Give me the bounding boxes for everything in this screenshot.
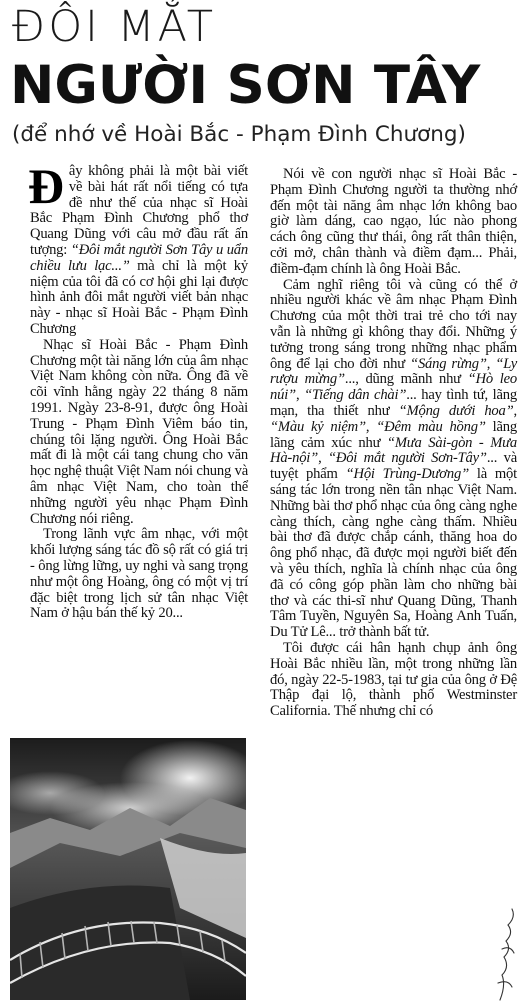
right-paragraph-2: Cảm nghĩ riêng tôi và cũng có thể ở nhiều người khác về âm nhạc Phạm Đình Chương của một thời trai trẻ cho tới nay vẫn là những gì không thay đổi. Những ý tưởng trong sáng trong những nhạc phẩm ông để lại cho đời như “Sáng rừng”, “Ly rượu mừng”..., dũng mãnh như “Hò leo núi”, “Tiếng dân chài”... hay tình tứ, lãng mạn, tha thiết như “Mộng dưới hoa”, “Màu kỷ niệm”, “Đêm màu hồng” lãng lãng cảm xúc như “Mưa Sài-gòn - Mưa Hà-nội”, “Đôi mắt người Sơn-Tây”... và tuyệt phẩm “Hội Trùng-Dương” là một sáng tác lớn trong nền tân nhạc Việt Nam. Những bài thơ phổ nhạc của ông càng nghe càng thích, càng nghe càng thấm. Nhiều bài thơ đã được chắp cánh, thăng hoa do ông phổ nhạc, đã được mọi người biết đến và yêu thích, nghĩa là chính nhạc của ông đã có công góp phần làm cho những bài thơ và các thi-sĩ như Quang Dũng, Thanh Tâm Tuyền, Nguyên Sa, Hoàng Anh Tuấn, Du Tử Lê... trở thành bất tử. [270, 276, 518, 641]
right-paragraph-3: Tôi được cái hân hạnh chụp ảnh ông Hoài Bắc nhiều lần, một trong những lần đó, ngày 22-5-1983, tại tư gia của ông ở Đệ Thập đại lộ, thành phố Westminster California. Thế nhưng chỉ có [270, 639, 517, 720]
article-subtitle: (để nhớ về Hoài Bắc - Phạm Đình Chương) [12, 122, 466, 147]
song-title: “Màu kỷ niệm” [270, 418, 366, 435]
left-paragraph-2: Nhạc sĩ Hoài Bắc - Phạm Đình Chương một tài năng lớn của âm nhạc Việt Nam không còn nữa. Ông đã về cõi vĩnh hằng ngày 22 tháng 8 năm 1991. Ngày 23-8-91, được ông Hoài Trung - Phạm Đình Viêm báo tin, chúng tôi lặng người. Ông Hoài Bắc mất đi là một cái tang chung cho văn học nghệ thuật Việt Nam nói chung và âm nhạc Việt Nam, cho toàn thể những người yêu nhạc Phạm Đình Chương nói riêng. [30, 336, 248, 527]
song-quote: “Đôi mắt người Sơn Tây u uẩn chiều lưu lạc...” [30, 241, 248, 274]
song-title: “Đêm màu hồng” [376, 418, 486, 435]
article-title-line1: ĐÔI MẮT [12, 2, 216, 52]
photographer-signature [492, 905, 525, 1005]
right-paragraph-1: Nói về con người nhạc sĩ Hoài Bắc - Phạm Đình Chương người ta thường nhớ đến một tài năng âm nhạc lớn không bao giờ làm dáng, cao ngạo, lúc nào phong cách ông cũng thư thái, ông rất thân thiện, cởi mở, chân thành và điềm đạm... Phải, điềm-đạm chính là ông Hoài Bắc. [270, 166, 517, 277]
song-title: “Sáng rừng” [410, 355, 487, 372]
song-title: “Hội Trùng-Dương” [345, 466, 469, 483]
right-column [270, 167, 517, 720]
article-title-line2: NGƯỜI SƠN TÂY [10, 55, 481, 116]
left-column [28, 158, 248, 622]
song-title: “Hò leo núi” [270, 371, 517, 404]
left-paragraph-1: Đây không phải là một bài viết về bài hát rất nổi tiếng có tựa đề như thế của nhạc sĩ Hoài Bắc Phạm Đình Chương phổ thơ Quang Dũng với câu mở đầu rất ấn tượng: “Đôi mắt người Sơn Tây u uẩn chiều lưu lạc...” mà chỉ là một kỷ niệm của tôi đã có cơ hội ghi lại được hình ảnh đôi mắt người viết bản nhạc này - nhạc sĩ Hoài Bắc - Phạm Đình Chương [28, 158, 248, 337]
song-title: “Mưa Sài-gòn - Mưa Hà-nội” [270, 434, 518, 467]
railway-photo [10, 738, 246, 1000]
song-title: “Tiếng dân chài” [304, 387, 407, 404]
song-title: “Đôi mắt người Sơn-Tây” [327, 450, 487, 467]
left-paragraph-3: Trong lãnh vực âm nhạc, với một khối lượng sáng tác đồ sộ rất có giá trị - ông lừng lững, uy nghi và sang trọng như một ông Hoàng, ông có một vị trí đặc biệt trong lịch sử tân nhạc Việt Nam ở hậu bán thế kỷ 20... [30, 526, 248, 622]
song-title: “Ly rượu mừng” [270, 355, 518, 388]
drop-cap: Đ [28, 158, 64, 214]
song-title: “Mộng dưới hoa” [398, 402, 514, 419]
